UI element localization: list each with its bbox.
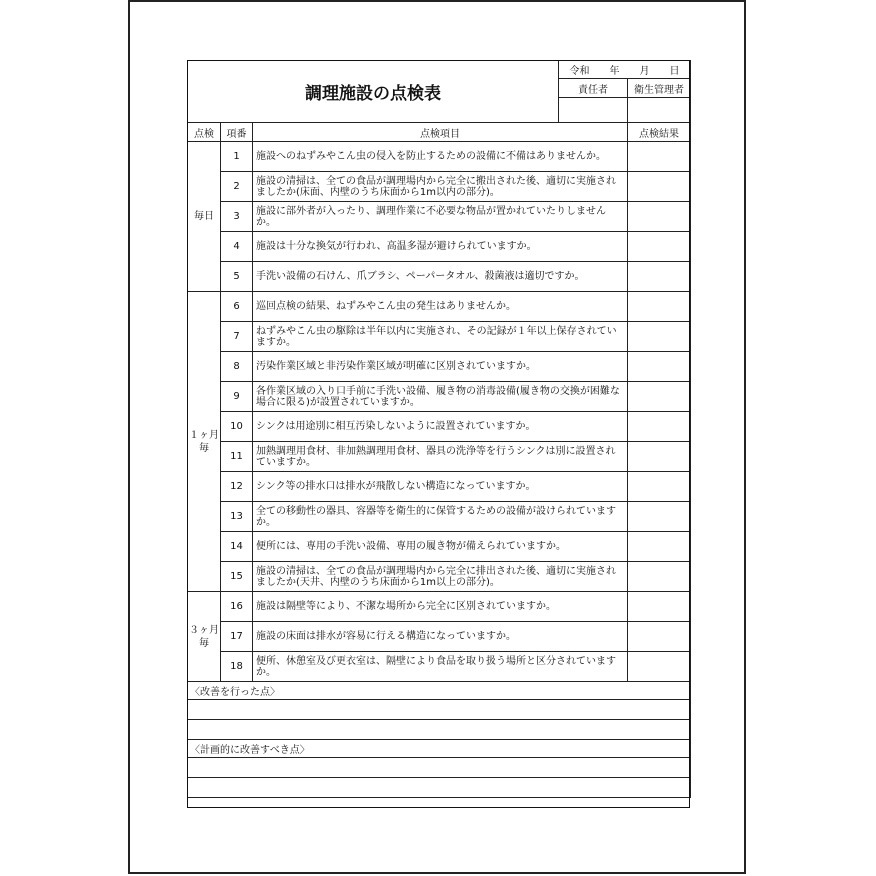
item-text: 施設の清掃は、全ての食品が調理場内から完全に搬出された後、適切に実施されましたか(床面、内壁のうち床面から1m以内の部分)。	[253, 172, 628, 202]
item-text: シンクは用途別に相互汚染しないように設置されていますか。	[253, 412, 628, 442]
table-row	[188, 502, 691, 532]
item-text: ねずみやこん虫の駆除は半年以内に実施され、その記録が１年以上保存されていますか。	[253, 322, 628, 352]
result-cell[interactable]	[628, 292, 691, 322]
note-line[interactable]	[188, 700, 691, 720]
result-cell[interactable]	[628, 202, 691, 232]
item-text: 施設の床面は排水が容易に行える構造になっていますか。	[253, 622, 628, 652]
item-number: 8	[221, 352, 253, 382]
item-text: 加熱調理用食材、非加熱調理用食材、器具の洗浄等を行うシンクは別に設置されていますか。	[253, 442, 628, 472]
item-text: 便所には、専用の手洗い設備、専用の履き物が備えられていますか。	[253, 532, 628, 562]
item-number: 3	[221, 202, 253, 232]
result-cell[interactable]	[628, 562, 691, 592]
note-line[interactable]	[188, 720, 691, 740]
item-number: 12	[221, 472, 253, 502]
item-text: 施設に部外者が入ったり、調理作業に不必要な物品が置かれていたりしませんか。	[253, 202, 628, 232]
item-number: 10	[221, 412, 253, 442]
item-number: 17	[221, 622, 253, 652]
result-cell[interactable]	[628, 262, 691, 292]
result-cell[interactable]	[628, 382, 691, 412]
improvements-made-heading: 〈改善を行った点〉	[188, 682, 691, 700]
result-cell[interactable]	[628, 502, 691, 532]
item-number: 2	[221, 172, 253, 202]
item-text: 施設は隔壁等により、不潔な場所から完全に区別されていますか。	[253, 592, 628, 622]
column-item: 点検項目	[253, 123, 628, 142]
result-cell[interactable]	[628, 142, 691, 172]
hygiene-officer-stamp-box[interactable]	[628, 98, 691, 123]
item-number: 4	[221, 232, 253, 262]
item-number: 6	[221, 292, 253, 322]
item-text: 施設へのねずみやこん虫の侵入を防止するための設備に不備はありませんか。	[253, 142, 628, 172]
table-row	[188, 442, 691, 472]
table-row	[188, 592, 691, 622]
table-row	[188, 202, 691, 232]
table-row	[188, 292, 691, 322]
result-cell[interactable]	[628, 592, 691, 622]
table-row	[188, 352, 691, 382]
table-row	[188, 472, 691, 502]
frequency-label: ３ヶ月毎	[188, 592, 221, 682]
table-row	[188, 412, 691, 442]
date-field[interactable]: 令和 年 月 日	[559, 61, 691, 79]
table-row	[188, 322, 691, 352]
item-text: 施設の清掃は、全ての食品が調理場内から完全に排出された後、適切に実施されましたか(天井、内壁のうち床面から1m以上の部分)。	[253, 562, 628, 592]
item-number: 7	[221, 322, 253, 352]
result-cell[interactable]	[628, 322, 691, 352]
table-row	[188, 652, 691, 682]
result-cell[interactable]	[628, 172, 691, 202]
frequency-label: 毎日	[188, 142, 221, 292]
item-number: 16	[221, 592, 253, 622]
note-line[interactable]	[188, 758, 691, 778]
item-text: シンク等の排水口は排水が飛散しない構造になっていますか。	[253, 472, 628, 502]
item-text: 施設は十分な換気が行われ、高温多湿が避けられていますか。	[253, 232, 628, 262]
table-row	[188, 382, 691, 412]
note-line[interactable]	[188, 778, 691, 798]
role-hygiene-officer: 衛生管理者	[628, 79, 691, 98]
sheet-title: 調理施設の点検表	[188, 61, 559, 123]
item-number: 15	[221, 562, 253, 592]
item-text: 全ての移動性の器具、容器等を衛生的に保管するための設備が設けられていますか。	[253, 502, 628, 532]
column-frequency: 点検	[188, 123, 221, 142]
result-cell[interactable]	[628, 442, 691, 472]
table-row	[188, 262, 691, 292]
role-manager: 責任者	[559, 79, 628, 98]
manager-stamp-box[interactable]	[559, 98, 628, 123]
table-row	[188, 622, 691, 652]
item-number: 14	[221, 532, 253, 562]
planned-improvements-heading: 〈計画的に改善すべき点〉	[188, 740, 691, 758]
result-cell[interactable]	[628, 622, 691, 652]
item-text: 便所、休憩室及び更衣室は、隔壁により食品を取り扱う場所と区分されていますか。	[253, 652, 628, 682]
result-cell[interactable]	[628, 472, 691, 502]
result-cell[interactable]	[628, 532, 691, 562]
table-row	[188, 142, 691, 172]
table-row	[188, 172, 691, 202]
item-number: 9	[221, 382, 253, 412]
item-number: 11	[221, 442, 253, 472]
item-number: 18	[221, 652, 253, 682]
inspection-sheet	[187, 60, 691, 798]
result-cell[interactable]	[628, 652, 691, 682]
item-text: 巡回点検の結果、ねずみやこん虫の発生はありませんか。	[253, 292, 628, 322]
item-number: 1	[221, 142, 253, 172]
item-text: 各作業区域の入り口手前に手洗い設備、履き物の消毒設備(履き物の交換が困難な場合に限る)が設置されていますか。	[253, 382, 628, 412]
column-number: 項番	[221, 123, 253, 142]
item-number: 5	[221, 262, 253, 292]
result-cell[interactable]	[628, 412, 691, 442]
frequency-label: １ヶ月毎	[188, 292, 221, 592]
item-text: 汚染作業区域と非汚染作業区域が明確に区別されていますか。	[253, 352, 628, 382]
table-row	[188, 562, 691, 592]
item-text: 手洗い設備の石けん、爪ブラシ、ペーパータオル、殺菌液は適切ですか。	[253, 262, 628, 292]
result-cell[interactable]	[628, 352, 691, 382]
table-row	[188, 232, 691, 262]
table-row	[188, 532, 691, 562]
item-number: 13	[221, 502, 253, 532]
column-result: 点検結果	[628, 123, 691, 142]
result-cell[interactable]	[628, 232, 691, 262]
